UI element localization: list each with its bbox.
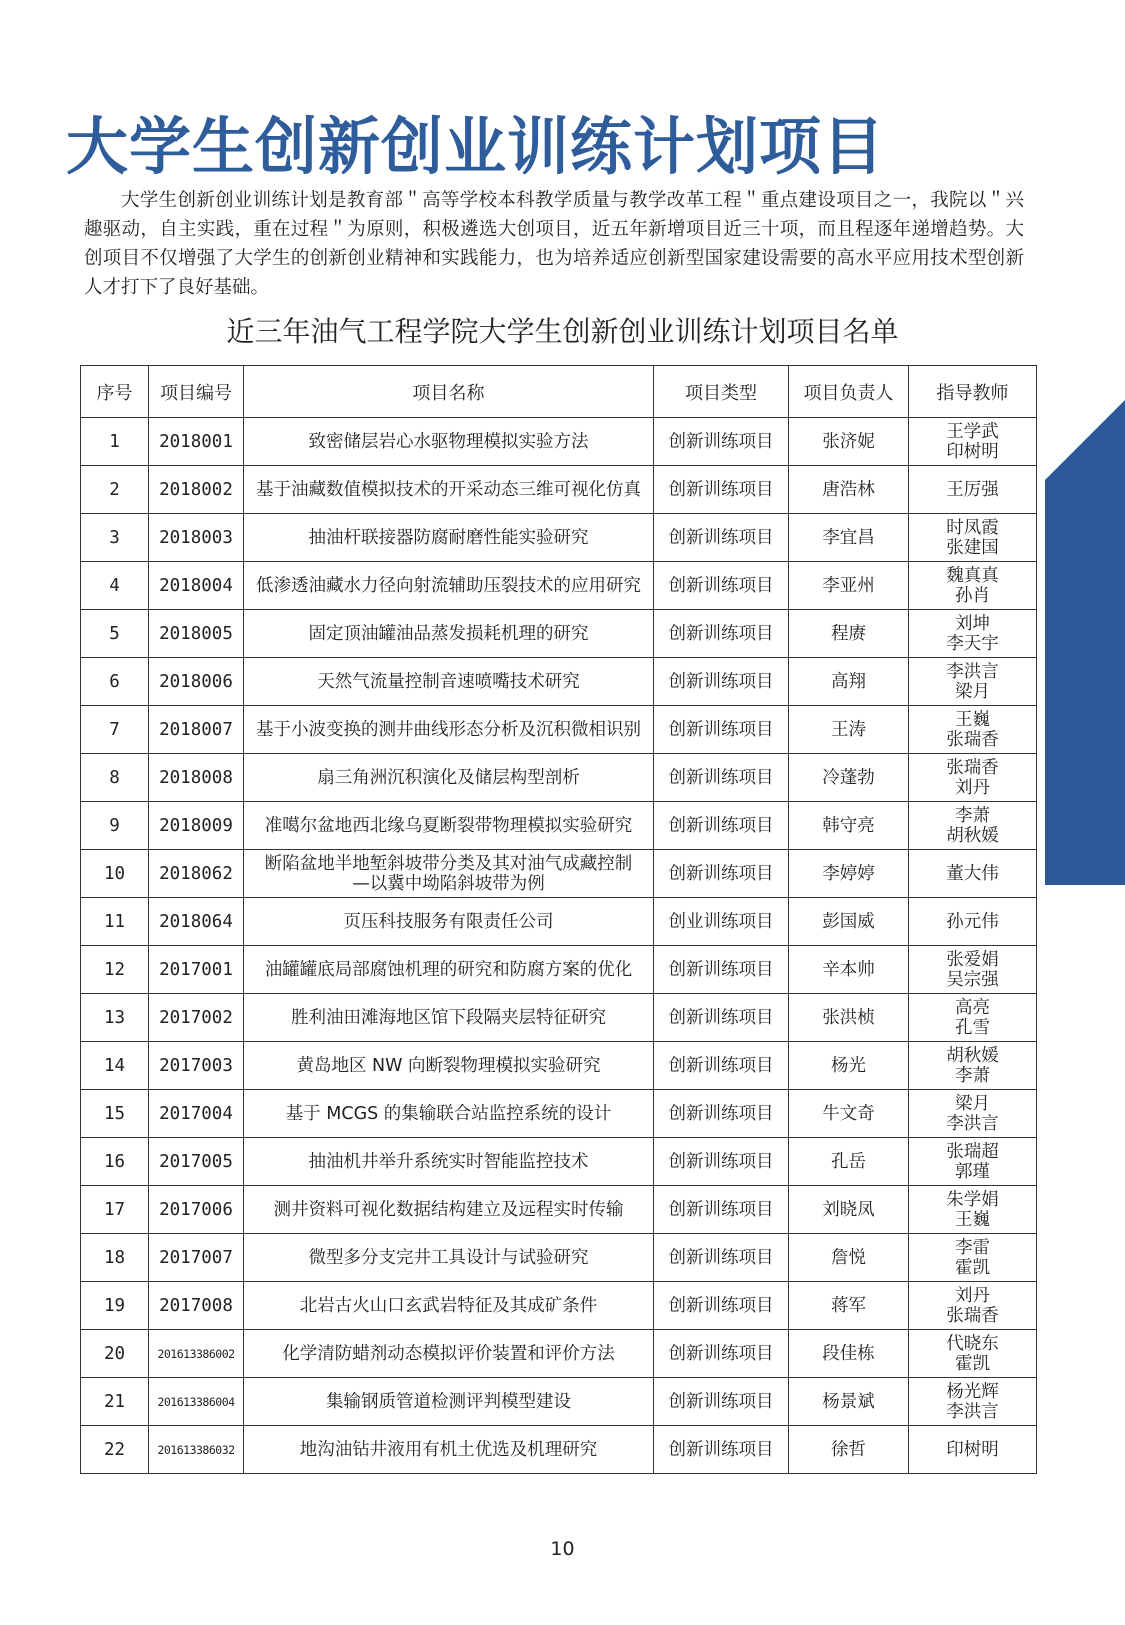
cell-no: 19	[81, 1282, 149, 1330]
cell-leader: 辛本帅	[789, 946, 909, 994]
cell-code: 2018062	[149, 850, 244, 898]
cell-leader: 李婷婷	[789, 850, 909, 898]
cell-no: 3	[81, 514, 149, 562]
cell-name: 准噶尔盆地西北缘乌夏断裂带物理模拟实验研究	[244, 802, 654, 850]
cell-code: 2017005	[149, 1138, 244, 1186]
cell-name: 油罐罐底局部腐蚀机理的研究和防腐方案的优化	[244, 946, 654, 994]
cell-no: 22	[81, 1426, 149, 1474]
cell-leader: 张济妮	[789, 418, 909, 466]
cell-leader: 刘晓凤	[789, 1186, 909, 1234]
cell-type: 创新训练项目	[654, 610, 789, 658]
cell-tutor: 李雷 霍凯	[909, 1234, 1037, 1282]
table-row	[81, 1330, 1037, 1378]
cell-no: 21	[81, 1378, 149, 1426]
cell-code: 2018064	[149, 898, 244, 946]
table-row	[81, 1426, 1037, 1474]
intro-paragraph	[84, 186, 1024, 302]
cell-code: 2017003	[149, 1042, 244, 1090]
cell-no: 5	[81, 610, 149, 658]
cell-name: 集输钢质管道检测评判模型建设	[244, 1378, 654, 1426]
cell-tutor: 张瑞香 刘丹	[909, 754, 1037, 802]
cell-no: 13	[81, 994, 149, 1042]
cell-leader: 蒋军	[789, 1282, 909, 1330]
header-name: 项目名称	[244, 366, 654, 418]
cell-name: 扇三角洲沉积演化及储层构型剖析	[244, 754, 654, 802]
cell-leader: 王涛	[789, 706, 909, 754]
cell-leader: 冷蓬勃	[789, 754, 909, 802]
table-header-row	[81, 366, 1037, 418]
table-row	[81, 1138, 1037, 1186]
cell-name: 基于小波变换的测井曲线形态分析及沉积微相识别	[244, 706, 654, 754]
cell-leader: 彭国威	[789, 898, 909, 946]
cell-no: 6	[81, 658, 149, 706]
header-leader: 项目负责人	[789, 366, 909, 418]
cell-code: 2018008	[149, 754, 244, 802]
cell-tutor: 李洪言 梁月	[909, 658, 1037, 706]
cell-no: 8	[81, 754, 149, 802]
cell-tutor: 董大伟	[909, 850, 1037, 898]
cell-tutor: 朱学娟 王巍	[909, 1186, 1037, 1234]
cell-code: 201613386032	[149, 1426, 244, 1474]
cell-name: 页压科技服务有限责任公司	[244, 898, 654, 946]
cell-leader: 李宜昌	[789, 514, 909, 562]
table-row	[81, 946, 1037, 994]
cell-tutor: 王学武 印树明	[909, 418, 1037, 466]
cell-no: 2	[81, 466, 149, 514]
cell-type: 创新训练项目	[654, 1090, 789, 1138]
decorative-side-band	[1045, 400, 1125, 885]
table-row	[81, 418, 1037, 466]
header-tutor: 指导教师	[909, 366, 1037, 418]
cell-code: 2018007	[149, 706, 244, 754]
cell-tutor: 刘坤 李天宇	[909, 610, 1037, 658]
table-row	[81, 466, 1037, 514]
table-row	[81, 610, 1037, 658]
cell-code: 2018006	[149, 658, 244, 706]
cell-type: 创新训练项目	[654, 994, 789, 1042]
cell-type: 创新训练项目	[654, 850, 789, 898]
cell-leader: 张洪桢	[789, 994, 909, 1042]
cell-no: 1	[81, 418, 149, 466]
cell-name: 抽油机井举升系统实时智能监控技术	[244, 1138, 654, 1186]
cell-type: 创新训练项目	[654, 514, 789, 562]
cell-type: 创新训练项目	[654, 658, 789, 706]
cell-type: 创业训练项目	[654, 898, 789, 946]
table-row	[81, 706, 1037, 754]
cell-tutor: 代晓东 霍凯	[909, 1330, 1037, 1378]
cell-name: 基于 MCGS 的集输联合站监控系统的设计	[244, 1090, 654, 1138]
cell-no: 12	[81, 946, 149, 994]
cell-leader: 詹悦	[789, 1234, 909, 1282]
cell-code: 2017008	[149, 1282, 244, 1330]
table-row	[81, 994, 1037, 1042]
cell-type: 创新训练项目	[654, 1330, 789, 1378]
cell-no: 4	[81, 562, 149, 610]
cell-no: 7	[81, 706, 149, 754]
cell-name: 化学清防蜡剂动态模拟评价装置和评价方法	[244, 1330, 654, 1378]
cell-type: 创新训练项目	[654, 1378, 789, 1426]
cell-type: 创新训练项目	[654, 1282, 789, 1330]
cell-leader: 孔岳	[789, 1138, 909, 1186]
cell-tutor: 刘丹 张瑞香	[909, 1282, 1037, 1330]
cell-name: 黄岛地区 NW 向断裂物理模拟实验研究	[244, 1042, 654, 1090]
cell-no: 18	[81, 1234, 149, 1282]
cell-code: 2017002	[149, 994, 244, 1042]
table-body	[81, 418, 1037, 1474]
cell-type: 创新训练项目	[654, 1426, 789, 1474]
table-row	[81, 1090, 1037, 1138]
cell-name: 天然气流量控制音速喷嘴技术研究	[244, 658, 654, 706]
cell-tutor: 梁月 李洪言	[909, 1090, 1037, 1138]
table-row	[81, 1282, 1037, 1330]
cell-tutor: 胡秋媛 李萧	[909, 1042, 1037, 1090]
header-code: 项目编号	[149, 366, 244, 418]
cell-code: 2017007	[149, 1234, 244, 1282]
cell-tutor: 孙元伟	[909, 898, 1037, 946]
cell-name: 致密储层岩心水驱物理模拟实验方法	[244, 418, 654, 466]
cell-name: 胜利油田滩海地区馆下段隔夹层特征研究	[244, 994, 654, 1042]
cell-tutor: 印树明	[909, 1426, 1037, 1474]
cell-leader: 杨光	[789, 1042, 909, 1090]
table-row	[81, 1042, 1037, 1090]
cell-code: 2018004	[149, 562, 244, 610]
cell-name: 抽油杆联接器防腐耐磨性能实验研究	[244, 514, 654, 562]
cell-tutor: 魏真真 孙肖	[909, 562, 1037, 610]
cell-leader: 牛文奇	[789, 1090, 909, 1138]
cell-no: 11	[81, 898, 149, 946]
cell-tutor: 杨光辉 李洪言	[909, 1378, 1037, 1426]
cell-code: 2018001	[149, 418, 244, 466]
cell-leader: 程赓	[789, 610, 909, 658]
cell-name: 断陷盆地半地堑斜坡带分类及其对油气成藏控制 —以冀中坳陷斜坡带为例	[244, 850, 654, 898]
cell-type: 创新训练项目	[654, 946, 789, 994]
table-row	[81, 754, 1037, 802]
cell-leader: 高翔	[789, 658, 909, 706]
cell-no: 9	[81, 802, 149, 850]
cell-name: 微型多分支完井工具设计与试验研究	[244, 1234, 654, 1282]
cell-type: 创新训练项目	[654, 466, 789, 514]
table-row	[81, 802, 1037, 850]
cell-leader: 唐浩林	[789, 466, 909, 514]
cell-name: 北岩古火山口玄武岩特征及其成矿条件	[244, 1282, 654, 1330]
table-row	[81, 1186, 1037, 1234]
cell-type: 创新训练项目	[654, 706, 789, 754]
cell-leader: 韩守亮	[789, 802, 909, 850]
cell-code: 2018003	[149, 514, 244, 562]
cell-code: 2017001	[149, 946, 244, 994]
cell-tutor: 高亮 孔雪	[909, 994, 1037, 1042]
cell-leader: 段佳栋	[789, 1330, 909, 1378]
cell-name: 地沟油钻井液用有机土优选及机理研究	[244, 1426, 654, 1474]
cell-no: 20	[81, 1330, 149, 1378]
table-row	[81, 1234, 1037, 1282]
cell-code: 2018005	[149, 610, 244, 658]
cell-tutor: 张爱娟 吴宗强	[909, 946, 1037, 994]
table-row	[81, 658, 1037, 706]
cell-no: 16	[81, 1138, 149, 1186]
cell-tutor: 李萧 胡秋媛	[909, 802, 1037, 850]
table-row	[81, 514, 1037, 562]
cell-tutor: 王厉强	[909, 466, 1037, 514]
cell-type: 创新训练项目	[654, 1234, 789, 1282]
cell-tutor: 王巍 张瑞香	[909, 706, 1037, 754]
cell-type: 创新训练项目	[654, 754, 789, 802]
cell-no: 15	[81, 1090, 149, 1138]
cell-no: 14	[81, 1042, 149, 1090]
cell-no: 10	[81, 850, 149, 898]
page-title: 大学生创新创业训练计划项目	[66, 110, 886, 183]
cell-code: 2017006	[149, 1186, 244, 1234]
cell-type: 创新训练项目	[654, 1042, 789, 1090]
header-no: 序号	[81, 366, 149, 418]
table-row	[81, 562, 1037, 610]
cell-tutor: 时凤霞 张建国	[909, 514, 1037, 562]
cell-leader: 杨景斌	[789, 1378, 909, 1426]
cell-code: 201613386004	[149, 1378, 244, 1426]
table-row	[81, 1378, 1037, 1426]
page-number: 10	[550, 1538, 575, 1560]
cell-name: 低渗透油藏水力径向射流辅助压裂技术的应用研究	[244, 562, 654, 610]
cell-name: 测井资料可视化数据结构建立及远程实时传输	[244, 1186, 654, 1234]
cell-type: 创新训练项目	[654, 1186, 789, 1234]
cell-code: 2017004	[149, 1090, 244, 1138]
intro-text: 大学生创新创业训练计划是教育部＂高等学校本科教学质量与教学改革工程＂重点建设项目之一，我院以＂兴趣驱动，自主实践，重在过程＂为原则，积极遴选大创项目，近五年新增项目近三十项，而且程逐年递增趋势。大创项目不仅增强了大学生的创新创业精神和实践能力，也为培养适应创新型国家建设需要的高水平应用技术型创新人才打下了良好基础。	[84, 190, 1024, 298]
cell-type: 创新训练项目	[654, 1138, 789, 1186]
cell-code: 2018002	[149, 466, 244, 514]
cell-leader: 李亚州	[789, 562, 909, 610]
projects-table	[80, 365, 1037, 1474]
cell-code: 2018009	[149, 802, 244, 850]
cell-type: 创新训练项目	[654, 802, 789, 850]
cell-type: 创新训练项目	[654, 562, 789, 610]
cell-no: 17	[81, 1186, 149, 1234]
table-row	[81, 850, 1037, 898]
cell-code: 201613386002	[149, 1330, 244, 1378]
cell-tutor: 张瑞超 郭瑾	[909, 1138, 1037, 1186]
cell-leader: 徐哲	[789, 1426, 909, 1474]
cell-name: 基于油藏数值模拟技术的开采动态三维可视化仿真	[244, 466, 654, 514]
cell-type: 创新训练项目	[654, 418, 789, 466]
header-type: 项目类型	[654, 366, 789, 418]
table-row	[81, 898, 1037, 946]
cell-name: 固定顶油罐油品蒸发损耗机理的研究	[244, 610, 654, 658]
table-caption: 近三年油气工程学院大学生创新创业训练计划项目名单	[226, 315, 899, 348]
